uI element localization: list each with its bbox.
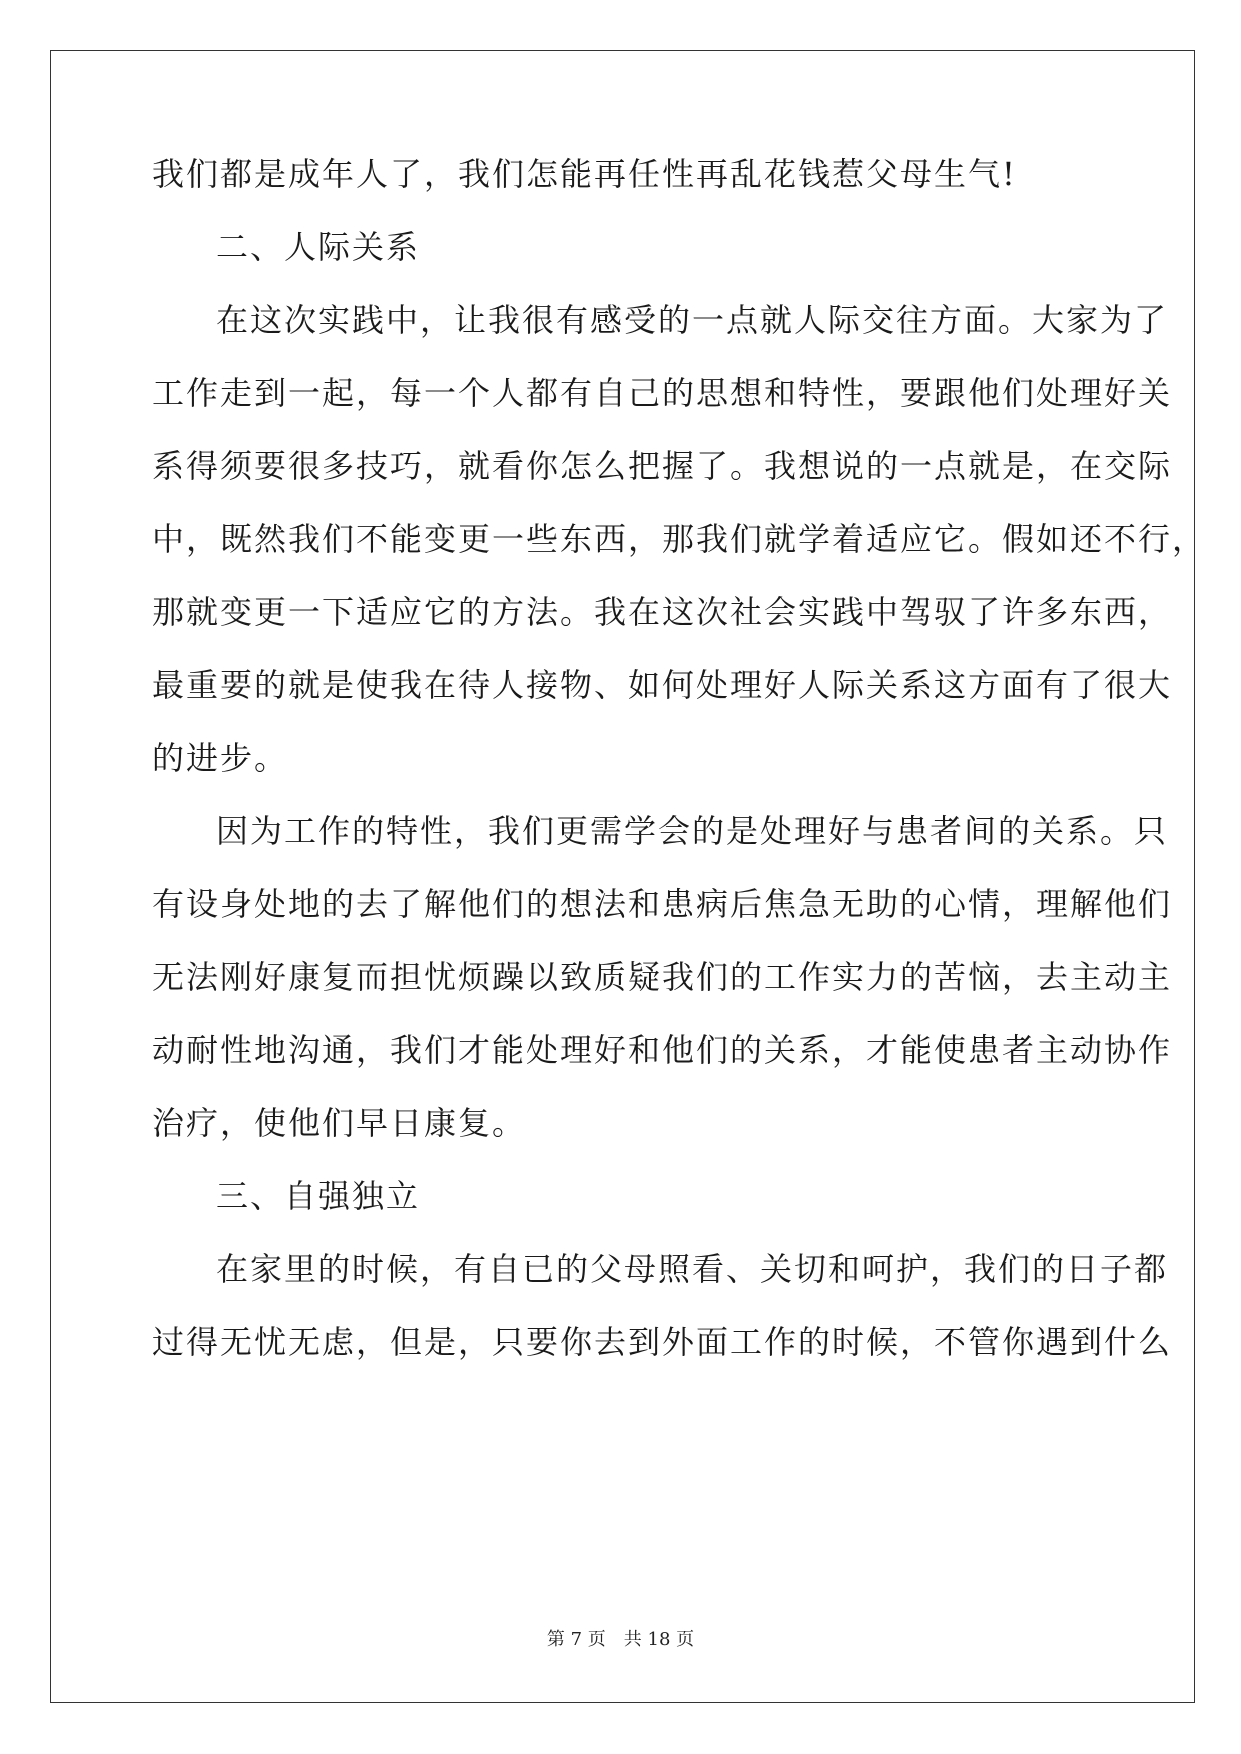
- paragraph-line: 有设身处地的去了解他们的想法和患病后焦急无助的心情，理解他们: [152, 885, 1173, 923]
- page-number: 第 7 页 共 18 页: [546, 1629, 695, 1650]
- section-heading: 三、自强独立: [216, 1177, 421, 1215]
- paragraph-line: 治疗，使他们早日康复。: [152, 1104, 527, 1142]
- paragraph-line: 因为工作的特性，我们更需学会的是处理好与患者间的关系。只: [216, 812, 1169, 850]
- paragraph-line: 的进步。: [152, 739, 289, 777]
- paragraph-line: 动耐性地沟通，我们才能处理好和他们的关系，才能使患者主动协作: [152, 1031, 1173, 1069]
- paragraph-line: 中，既然我们不能变更一些东西，那我们就学着适应它。假如还不行，: [152, 520, 1207, 558]
- page-border: [50, 50, 1195, 1703]
- paragraph-line: 系得须要很多技巧，就看你怎么把握了。我想说的一点就是，在交际: [152, 447, 1173, 485]
- paragraph-line: 我们都是成年人了，我们怎能再任性再乱花钱惹父母生气!: [152, 155, 1017, 193]
- paragraph-line: 在家里的时候，有自已的父母照看、关切和呵护，我们的日子都: [216, 1250, 1169, 1288]
- page-footer: [0, 1628, 1241, 1652]
- paragraph-line: 过得无忧无虑，但是，只要你去到外面工作的时候，不管你遇到什么: [152, 1323, 1173, 1361]
- section-heading: 二、人际关系: [216, 228, 421, 266]
- paragraph-line: 无法刚好康复而担忧烦躁以致质疑我们的工作实力的苦恼，去主动主: [152, 958, 1173, 996]
- paragraph-line: 工作走到一起，每一个人都有自己的思想和特性，要跟他们处理好关: [152, 374, 1173, 412]
- paragraph-line: 最重要的就是使我在待人接物、如何处理好人际关系这方面有了很大: [152, 666, 1173, 704]
- paragraph-line: 在这次实践中，让我很有感受的一点就人际交往方面。大家为了: [216, 301, 1169, 339]
- paragraph-line: 那就变更一下适应它的方法。我在这次社会实践中驾驭了许多东西，: [152, 593, 1173, 631]
